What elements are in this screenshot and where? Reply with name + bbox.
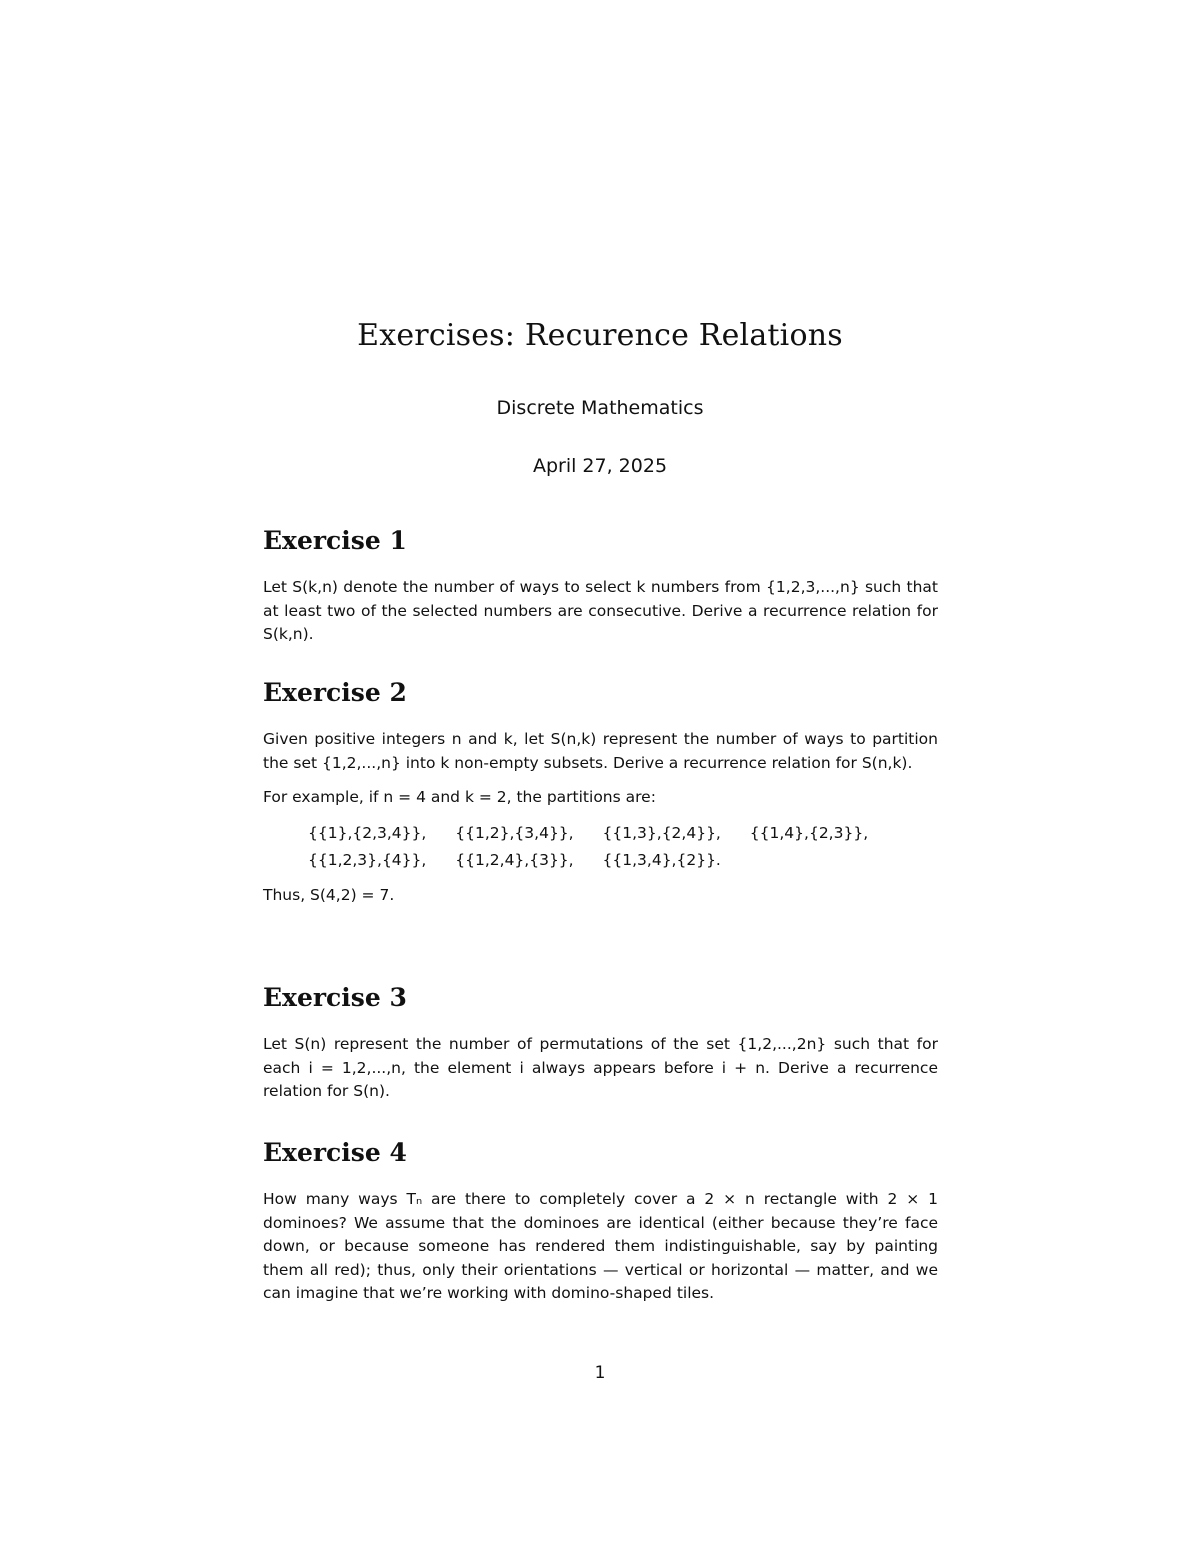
partition-item: {{1},{2,3,4}}, [308, 823, 427, 842]
document-date: April 27, 2025 [532, 455, 668, 477]
document-subtitle: Discrete Mathematics [496, 397, 704, 419]
exercise-2-conclusion: Thus, S(4,2) = 7. [263, 885, 395, 904]
partitions-line-2 [308, 847, 938, 874]
exercise-1-heading: Exercise 1 [263, 526, 407, 555]
partition-item: {{1,2,4},{3}}, [455, 850, 574, 869]
partition-item: {{1,3},{2,4}}, [602, 823, 721, 842]
partition-item: {{1,2},{3,4}}, [455, 823, 574, 842]
exercise-3-heading: Exercise 3 [263, 983, 407, 1012]
exercise-4-section [263, 1138, 938, 1306]
partitions-display [308, 820, 938, 874]
page-number: 1 [594, 1363, 606, 1383]
exercise-3-text: Let S(n) represent the number of permutations of the set {1,2,...,2n} such that for each i = 1,2,...,n, the element i always appears before i + n. Derive a recurrence relation for S(n). [263, 1035, 938, 1100]
partition-item: {{1,2,3},{4}}, [308, 850, 427, 869]
exercise-3-section [263, 983, 938, 1104]
exercise-2-section [263, 678, 938, 907]
exercise-1-section [263, 526, 938, 647]
document-title: Exercises: Recurence Relations [357, 318, 843, 353]
partition-item: {{1,3,4},{2}}. [602, 850, 721, 869]
partition-item: {{1,4},{2,3}}, [749, 823, 869, 842]
exercise-2-example-intro: For example, if n = 4 and k = 2, the partitions are: [263, 788, 656, 806]
exercise-4-heading: Exercise 4 [263, 1138, 407, 1167]
exercise-2-text: Given positive integers n and k, let S(n,k) represent the number of ways to partition the set {1,2,...,n} into k non-empty subsets. Derive a recurrence relation for S(n,k). [263, 730, 938, 772]
exercise-4-text: How many ways Tₙ are there to completely cover a 2 × n rectangle with 2 × 1 dominoes? We assume that the dominoes are identical (either because they’re face down, or because someone has rendered them indistinguishable, say by painting them all red); thus, only their orientations — vertical or horizontal — matter, and we can imagine that we’re working with domino-shaped tiles. [263, 1190, 938, 1302]
exercise-1-text: Let S(k,n) denote the number of ways to select k numbers from {1,2,3,...,n} such that at least two of the selected numbers are consecutive. Derive a recurrence relation for S(k,n). [263, 578, 938, 643]
partitions-line-1 [308, 820, 938, 847]
exercise-2-heading: Exercise 2 [263, 678, 407, 707]
